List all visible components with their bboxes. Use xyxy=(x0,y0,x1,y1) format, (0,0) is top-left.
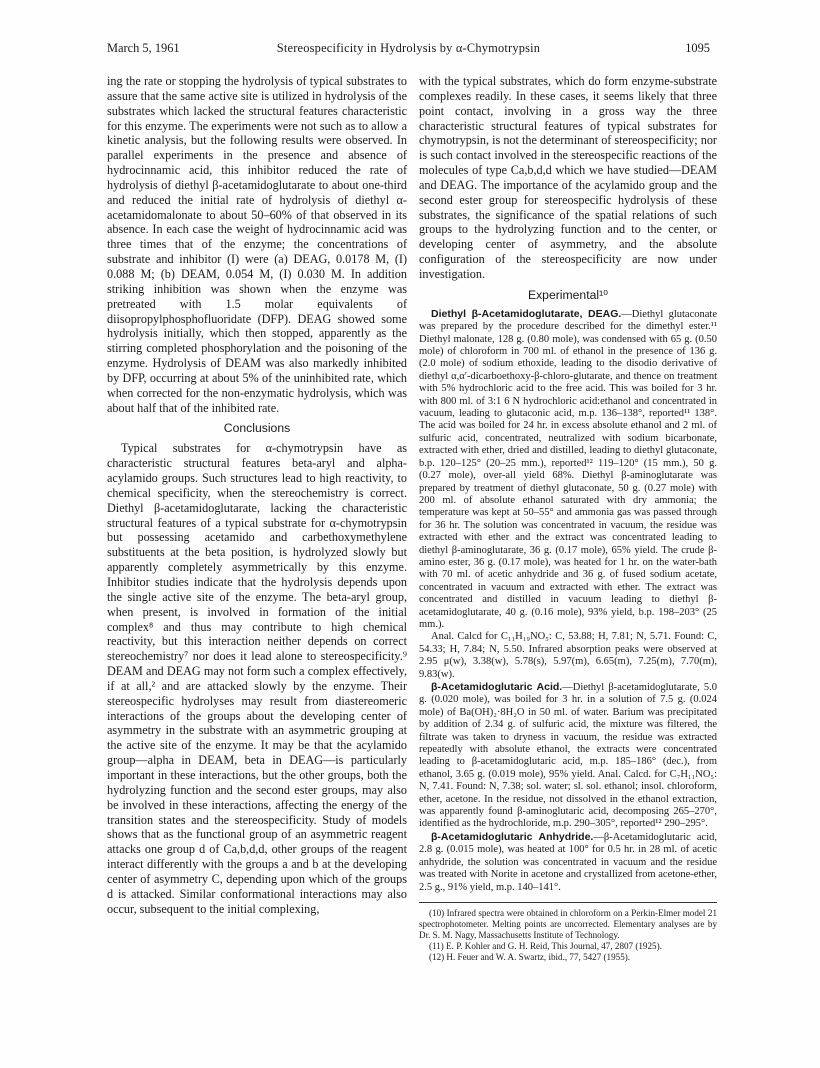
conclusions-heading: Conclusions xyxy=(223,421,291,436)
anhydride-title: β-Acetamidoglutaric Anhydride. xyxy=(431,830,594,843)
header-date: March 5, 1961 xyxy=(107,41,180,55)
anhydride-procedure xyxy=(419,831,717,894)
discussion-paragraph: ing the rate or stopping the hydrolysis of typical substrates to assure that the same active site is utilized in hydrolysis of the substrates which lacked the structural features characteristic for this enzyme. The experiments were not such as to allow a kinetic analysis, but the following results were observed. In parallel experiments in the presence and absence of hydrocinnamic acid, this inhibitor reduced the rate of hydrolysis of diethyl β-acetamidoglutarate to about one-third and reduced the initial rate of hydrolysis of diethyl α-acetamidomalonate to about 50–60% of that observed in its absence. In each case the weight of hydrocinnamic acid was three times that of the enzyme; the concentrations of substrate and inhibitor (I) were (a) DEAG, 0.0178 M, (I) 0.088 M; (b) DEAM, 0.054 M, (I) 0.030 M. In addition striking inhibition was shown when the enzyme was pretreated with 1.5 molar equivalents of diisopropylphosphofluoridate (DFP). DEAG showed some hydrolysis initially, which then stopped, apparently as the stirring completed phosphorylation and the poisoning of the enzyme. Hydrolysis of DEAM was also markedly inhibited by DFP, occurring at about 5% of the uninhibited rate, which when corrected for the non-enzymatic hydrolysis, which was about half that of the inhibited rate. xyxy=(107,74,407,415)
acid-title: β-Acetamidoglutaric Acid. xyxy=(431,681,563,693)
footnote-12: (12) H. Feuer and W. A. Swartz, ibid., 77, 5427 (1955). xyxy=(429,951,631,962)
footnote-10: (10) Infrared spectra were obtained in chloroform on a Perkin-Elmer model 21 spectrophotometer. Melting points are uncorrected. Elementary analyses are by Dr. S. M. Nagy, Massachusetts Institute of Technology. xyxy=(419,907,717,940)
footnote-11: (11) E. P. Kohler and G. H. Reid, This Journal, 47, 2807 (1925). xyxy=(429,940,662,951)
header-title: Stereospecificity in Hydrolysis by α-Chymotrypsin xyxy=(276,41,541,55)
page-number: 1095 xyxy=(685,41,710,55)
deag-text: —Diethyl glutaconate was prepared by the procedure described for the dimethyl ester.¹¹ Diethyl malonate, 128 g. (0.80 mole), was condensed with 65 g. (0.50 mole) of chloroform in 700 ml. of ethanol in the presence of 136 g. (2.0 mole) of sodium ethoxide, leading to the disodio derivative of diethyl α,α′-dicarboethoxy-β-chloro-glutarate, and thence on treatment with 5% hydrochloric acid to the free acid. This was boiled for 3 hr. with 800 ml. of 3:1 6 N hydrochloric acid:ethanol and concentrated in vacuum, leading to glutaconic acid, m.p. 136–138°, reported¹¹ 138°. The acid was boiled for 24 hr. in excess absolute ethanol and 2 ml. of sulfuric acid, concentrated, neutralized with sodium bicarbonate, extracted with ether, dried and distilled, leading to diethyl glutaconate, b.p. 120–125° (20–25 mm.), reported¹² 119–120° (15 mm.), 50 g. (0.27 mole), over-all yield 68%. Diethyl β-aminoglutarate was prepared by treatment of diethyl glutaconate, 50 g. (0.27 mole) with 200 ml. of absolute ethanol saturated with dry ammonia; the temperature was kept at 50–55° and ammonia gas was passed through for 36 hr. The solution was concentrated in vacuum, the residue was extracted with ether and the extract was concentrated leading to diethyl β-aminoglutarate, 36 g. (0.17 mole), 65% yield. The crude β-amino ester, 36 g. (0.17 mole), was heated for 1 hr. on the water-bath with 70 ml. of acetic anhydride and 36 g. of fused sodium acetate, concentrated in vacuum and extracted with ether. The extract was concentrated and distilled in vacuum leading to diethyl β-acetamidoglutarate, 40 g. (0.16 mole), 93% yield, b.p. 198–203° (25 mm.). xyxy=(419,308,717,630)
running-header xyxy=(107,41,710,59)
anhydride-text: —β-Acetamidoglutaric acid, 2.8 g. (0.015 mole), was heated at 100° for 0.5 hr. in 28 ml. of acetic anhydride, the solution was concentrated in vacuum and the residue was treated with Norite in acetone and crystallized from acetone-ether, 2.5 g., 91% yield, m.p. 140–141°. xyxy=(419,831,717,893)
footnote-rule xyxy=(419,902,717,903)
experimental-heading: Experimental¹⁰ xyxy=(527,287,609,302)
deag-procedure xyxy=(419,308,717,632)
deag-title: Diethyl β-Acetamidoglutarate, DEAG. xyxy=(431,307,622,320)
deag-analysis: Anal. Calcd for C₁₁H₁₉NO₅: C, 53.88; H, 7.81; N, 5.71. Found: C, 54.33; H, 7.84; N, 5.50. Infrared absorption peaks were observed at 2.95 μ(w), 3.38(w), 5.78(s), 5.97(m), 6.65(m), 7.25(m), 7.70(m), 9.83(w). xyxy=(419,631,717,680)
continuation-paragraph: with the typical substrates, which do form enzyme-substrate complexes readily. In these cases, it seems likely that three point contact, involving in a gross way the three characteristic structural features of typical substrates for chymotrypsin, is not the determinant of stereospecificity; nor is such contact involved in the stereospecific reactions of the molecules of type Ca,b,d,d which we have studied—DEAM and DEAG. The importance of the acylamido group and the second ester group for stereospecific hydrolysis of these substrates, the significance of the spatial relations of such groups to the hydrolyzing function and to the center, or developing center of asymmetry, and the absolute configuration of the stereospecificity are now under investigation. xyxy=(419,74,717,281)
right-column xyxy=(419,74,717,963)
acid-text: —Diethyl β-acetamidoglutarate, 5.0 g. (0.020 mole), was boiled for 3 hr. in a solution of 7.5 g. (0.024 mole) of Ba(OH)₂·8H₂O in 50 ml. of water. Barium was precipitated by addition of 2.34 g. of sulfuric acid, the mixture was filtered, the filtrate was taken to dryness in vacuum, the residue was extracted repeatedly with absolute ethanol, the extracts were concentrated leading to β-acetamidoglutaric acid, m.p. 185–186° (dec.), from ethanol, 3.65 g. (0.019 mole), 95% yield. Anal. Calcd. for C₇H₁₁NO₅: N, 7.41. Found: N, 7.38; sol. water; sl. sol. ethanol; insol. chloroform, ether, acetone. In the residue, not dissolved in the ethanol extraction, was apparently found β-aminoglutaric acid, decomposing 265–270°, identified as the hydrochloride, m.p. 290–305°, reported¹² 290–295°. xyxy=(419,682,717,830)
conclusions-paragraph: Typical substrates for α-chymotrypsin have as characteristic structural features beta-aryl and alpha-acylamido groups. Such structures lead to high reactivity, to chemical specificity, when the stereochemistry is correct. Diethyl β-acetamidoglutarate, lacking the characteristic structural features of a typical substrate for α-chymotrypsin but possessing acetamido and carbethoxymethylene substituents at the beta position, is hydrolyzed slowly but apparently completely asymmetrically by this enzyme. Inhibitor studies indicate that the hydrolysis depends upon the single active site of the enzyme. The beta-aryl group, when present, is involved in formation of the initial complex⁸ and thus may contribute to high chemical reactivity, but this interaction neither depends on correct stereochemistry⁷ nor does it lead alone to stereospecificity.⁹ DEAM and DEAG may not form such a complex effectively, if at all,² and are attacked slowly by the enzyme. Their stereospecific hydrolyses may result from diastereomeric interactions of the groups about the developing center of asymmetry in the substrate with an asymmetric grouping at the active site of the enzyme. It may be that the acylamido group—alpha in DEAM, beta in DEAG—is particularly important in these interactions, but the other groups, both the hydrolyzing function and the second ester groups, may also be involved in these interactions, affecting the energy of the transition states and the stereospecificity. Study of models shows that as the functional group of an asymmetric reagent attacks one group d of Ca,b,d,d, other groups of the reagent interact differently with the groups a and b at the developing center of asymmetry C, depending upon which of the groups d is attacked. Similar conformational interactions may also occur, subsequent to the initial complexing, xyxy=(107,441,407,916)
acid-procedure xyxy=(419,681,717,831)
left-column xyxy=(107,74,407,916)
